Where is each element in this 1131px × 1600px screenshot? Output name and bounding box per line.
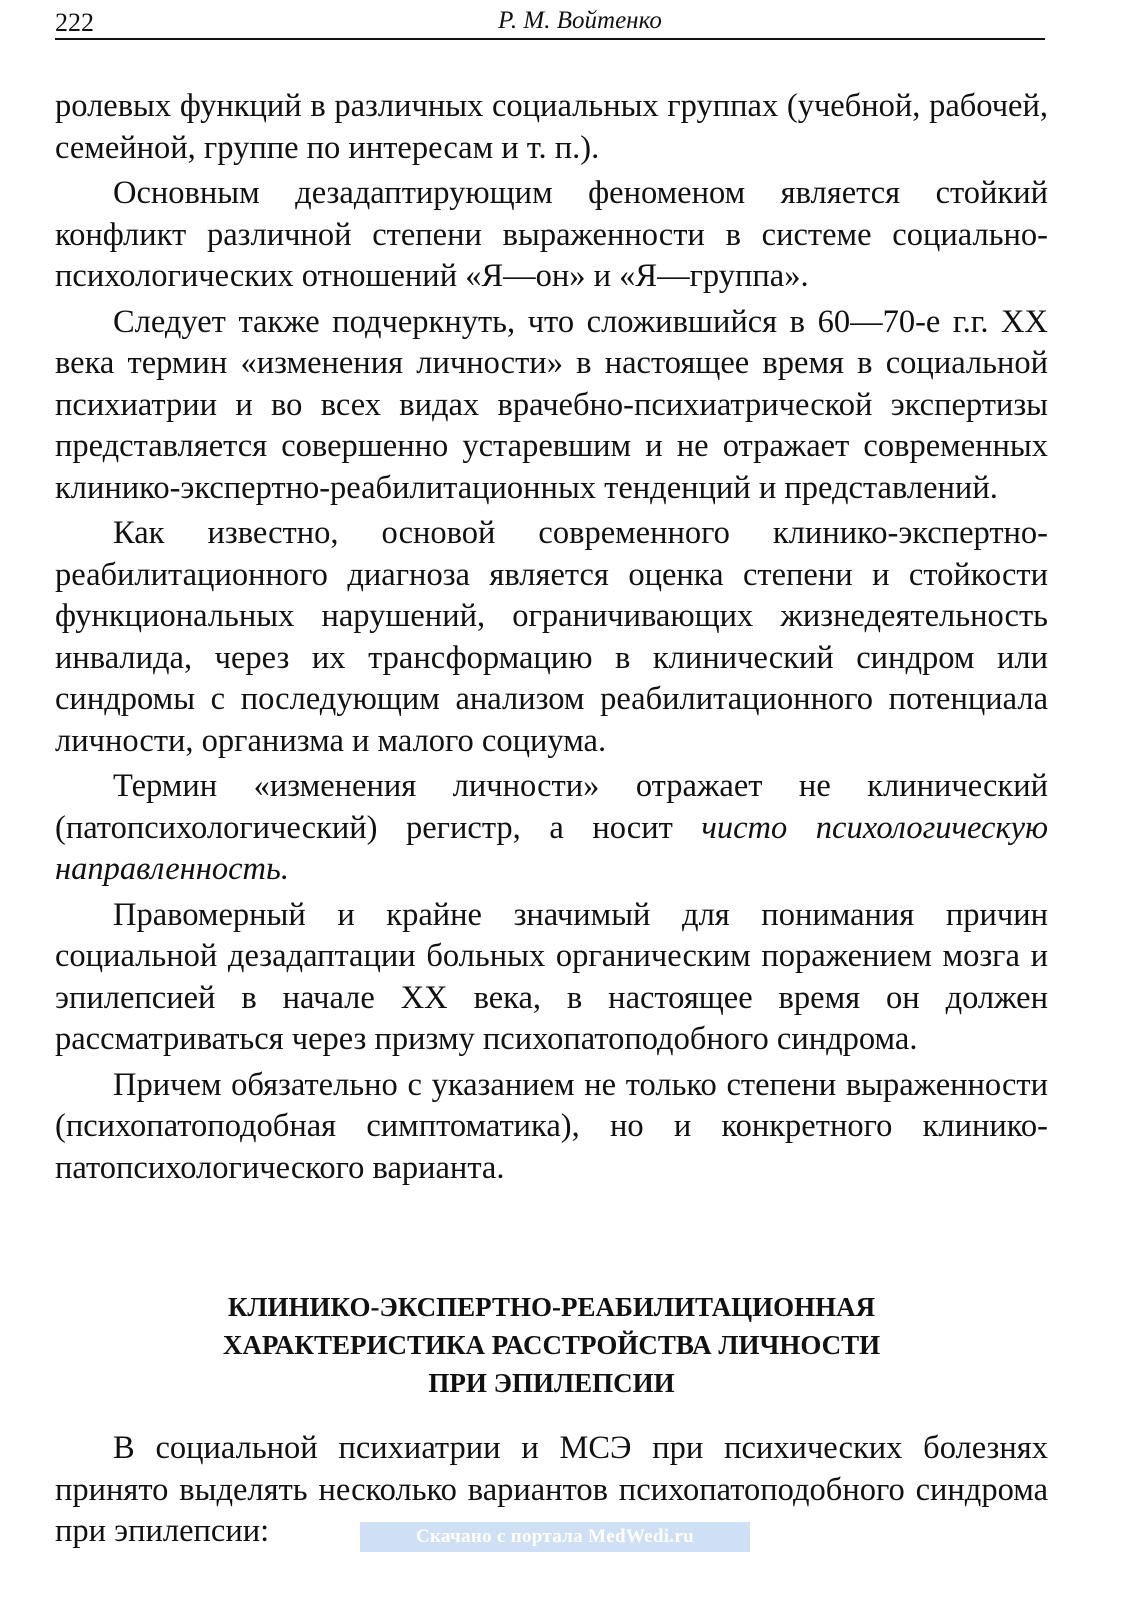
closing-paragraph: В социальной психиатрии и МСЭ при психических болезнях принято выделять несколько вариантов психопатоподобного синдрома при эпилепсии: (55, 1430, 1048, 1549)
section-heading-line-2: ХАРАКТЕРИСТИКА РАССТРОЙСТВА ЛИЧНОСТИ (222, 1330, 881, 1360)
body-text (55, 86, 1048, 1189)
paragraph-5-emphasis: чисто психологическую направленность. (55, 809, 1048, 887)
paragraph-5 (55, 766, 1048, 891)
paragraph-2: Основным дезадаптирующим феноменом является стойкий конфликт различной степени выраженности в системе социально-психологических отношений «Я—он» и «Я—группа». (55, 175, 1048, 294)
paragraph-4: Как известно, основой современного клинико-экспертно-реабилитационного диагноза является оценка степени и стойкости функциональных нарушений, ограничивающих жизнедеятельность инвалида, через их трансформацию в клинический синдром или синдромы с последующим анализом реабилитационного потенциала личности, организма и малого социума. (55, 515, 1048, 759)
page-number: 222 (55, 8, 94, 37)
paragraph-5-text: Термин «изменения личности» отражает не клинический (патопсихологический) регистр, а носит (55, 768, 1048, 846)
running-header (55, 4, 1045, 40)
watermark-banner: Скачано с портала MedWedi.ru (360, 1522, 750, 1552)
paragraph-1: ролевых функций в различных социальных группах (учебной, рабочей, семейной, группе по интересам и т. п.). (55, 88, 1048, 166)
paragraph-6: Правомерный и крайне значимый для понимания причин социальной дезадаптации больных органическим поражением мозга и эпилепсией в начале XX века, в настоящее время он должен рассматриваться через призму психопатоподобного синдрома. (55, 896, 1048, 1057)
section-heading-line-3: ПРИ ЭПИЛЕПСИИ (428, 1368, 675, 1398)
section-heading-line-1: КЛИНИКО-ЭКСПЕРТНО-РЕАБИЛИТАЦИОННАЯ (227, 1292, 876, 1322)
paragraph-3: Следует также подчеркнуть, что сложившийся в 60—70-е г.г. XX века термин «изменения личности» в настоящее время в социальной психиатрии и во всех видах врачебно-психиатрической экспертизы представляется совершенно устаревшим и не отражает современных клинико-экспертно-реабилитационных тенденций и представлений. (55, 303, 1048, 506)
paragraph-7: Причем обязательно с указанием не только степени выраженности (психопатоподобная симптоматика), но и конкретного клинико-патопсихологического варианта. (55, 1066, 1048, 1186)
running-title-author: Р. М. Войтенко (498, 7, 662, 34)
section-heading (55, 1288, 1048, 1402)
